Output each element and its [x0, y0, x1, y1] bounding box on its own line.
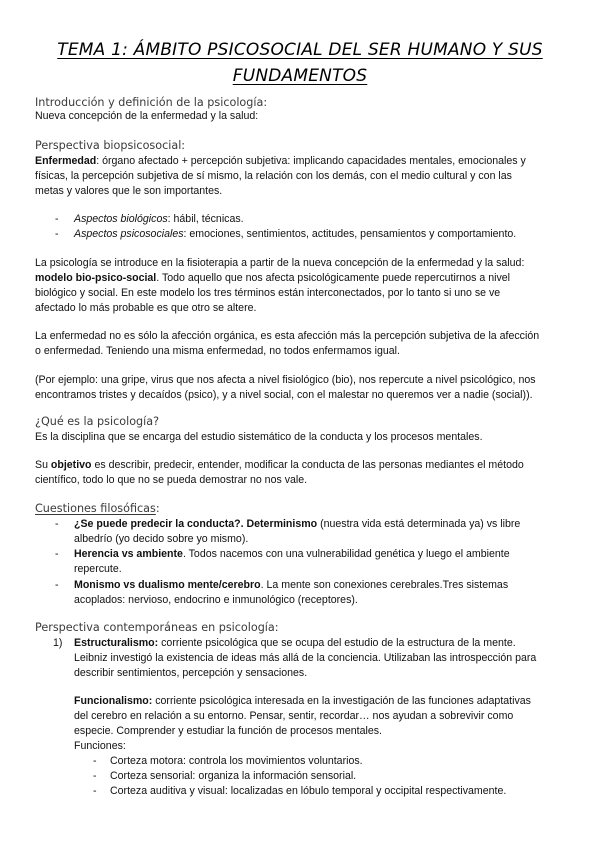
list-item-aspectos-psicosociales: Aspectos psicosociales: emociones, sentimientos, actitudes, pensamientos y comportamiento.	[74, 228, 517, 240]
paragraph-modelo-line-4: afectado lo más probable es que otro se altere.	[35, 302, 257, 314]
estructuralismo-line-1: Estructuralismo: corriente psicológica que se ocupa del estudio de la estructura de la mente.	[74, 637, 516, 649]
document-title-line-2: FUNDAMENTOS	[232, 66, 368, 86]
list-dash: -	[55, 518, 59, 530]
funcionalismo-line-2: del cerebro en relación a su entorno. Pensar, sentir, recordar… nos ayudan a sobrevivir como	[74, 710, 514, 722]
list-dash: -	[55, 228, 59, 240]
funciones-label: Funciones:	[74, 740, 126, 752]
biopsico-heading: Perspectiva biopsicosocial:	[35, 139, 186, 152]
enfermedad-line-3: metas y valores que le son importantes.	[35, 185, 223, 197]
paragraph-modelo-line-1: La psicología se introduce en la fisioterapia a partir de la nueva concepción de la enfermedad y la salud:	[35, 257, 525, 269]
paragraph-modelo-line-2: modelo bio-psico-social. Todo aquello que nos afecta psicológicamente puede repercutirnos a nivel	[35, 272, 511, 284]
intro-text: Nueva concepción de la enfermedad y la salud:	[35, 110, 259, 122]
paragraph-modelo-line-3: biológico y social. En este modelo los tres términos están interconectados, por lo tanto si uno se ve	[35, 287, 501, 299]
objetivo-line-1: Su objetivo es describir, predecir, entender, modificar la conducta de las personas mediantes el método	[35, 459, 524, 471]
cuestion-monismo-line-1: Monismo vs dualismo mente/cerebro. La mente son conexiones cerebrales.Tres sistemas	[74, 579, 509, 591]
paragraph-afeccion-line-1: La enfermedad no es sólo la afección orgánica, es esta afección más la percepción subjetiva de la afección	[35, 330, 540, 342]
document-title-line-1: TEMA 1: ÁMBITO PSICOSOCIAL DEL SER HUMANO Y SUS	[57, 40, 543, 60]
list-dash: -	[93, 755, 97, 767]
enfermedad-line-1: Enfermedad: órgano afectado + percepción subjetiva: implicando capacidades mentales, emocionales y	[35, 155, 526, 167]
estructuralismo-line-3: describir sentimientos, percepción y sensaciones.	[74, 667, 308, 679]
estructuralismo-line-2: Leibniz investigó la existencia de ideas más allá de la conciencia. Utilizaban las introspección para	[74, 652, 537, 664]
list-dash: -	[55, 213, 59, 225]
list-item-aspectos-biologicos: Aspectos biológicos: hábil, técnicas.	[74, 213, 244, 225]
paragraph-ejemplo-line-1: (Por ejemplo: una gripe, virus que nos afecta a nivel fisiológico (bio), nos repercute a nivel psicológico, nos	[35, 374, 536, 386]
cuestion-herencia-line-1: Herencia vs ambiente. Todos nacemos con una vulnerabilidad genética y luego el ambiente	[74, 548, 510, 560]
enfermedad-term: Enfermedad	[35, 155, 97, 167]
funcion-corteza-sensorial: Corteza sensorial: organiza la información sensorial.	[110, 770, 357, 782]
paragraph-ejemplo-line-2: encontramos tristes y decaídos (psico), y a nivel social, con el malestar no queremos ver a nadie (social)).	[35, 389, 533, 401]
que-es-text: Es la disciplina que se encarga del estudio sistemático de la conducta y los procesos mentales.	[35, 431, 483, 443]
objetivo-line-2: científico, todo lo que no se pueda demostrar no nos vale.	[35, 474, 308, 486]
funcionalismo-line-3: especie. Comprender y estudiar la función de procesos mentales.	[74, 725, 382, 737]
que-es-heading: ¿Qué es la psicología?	[35, 415, 160, 428]
list-dash: -	[55, 548, 59, 560]
cuestion-determinismo-line-1: ¿Se puede predecir la conducta?. Determinismo (nuestra vida está determinada ya) vs libre	[74, 518, 521, 530]
list-dash: -	[55, 579, 59, 591]
funcion-corteza-motora: Corteza motora: controla los movimientos voluntarios.	[110, 755, 363, 767]
cuestion-monismo-line-2: acoplados: nervioso, endocrino e inmunológico (receptores).	[74, 594, 358, 606]
cuestiones-heading: Cuestiones filosóficas:	[35, 502, 160, 515]
funcionalismo-line-1: Funcionalismo: corriente psicológica interesada en la investigación de las funciones adaptativas	[74, 695, 531, 707]
contemporaneas-heading: Perspectiva contemporáneas en psicología:	[35, 621, 279, 634]
enfermedad-line-2: físicas, la percepción subjetiva de sí mismo, la relación con los demás, con el medio cultural y con las	[35, 170, 512, 182]
paragraph-afeccion-line-2: o enfermedad. Teniendo una misma enfermedad, no todos enfermamos igual.	[35, 345, 400, 357]
list-dash: -	[93, 770, 97, 782]
intro-heading: Introducción y definición de la psicología:	[35, 96, 268, 109]
list-number: 1)	[53, 637, 63, 649]
list-dash: -	[93, 785, 97, 797]
funcion-corteza-auditiva-visual: Corteza auditiva y visual: localizadas en lóbulo temporal y occipital respectivamente.	[110, 785, 507, 797]
cuestion-determinismo-line-2: albedrío (yo decido sobre yo mismo).	[74, 533, 249, 545]
cuestion-herencia-line-2: repercute.	[74, 563, 122, 575]
